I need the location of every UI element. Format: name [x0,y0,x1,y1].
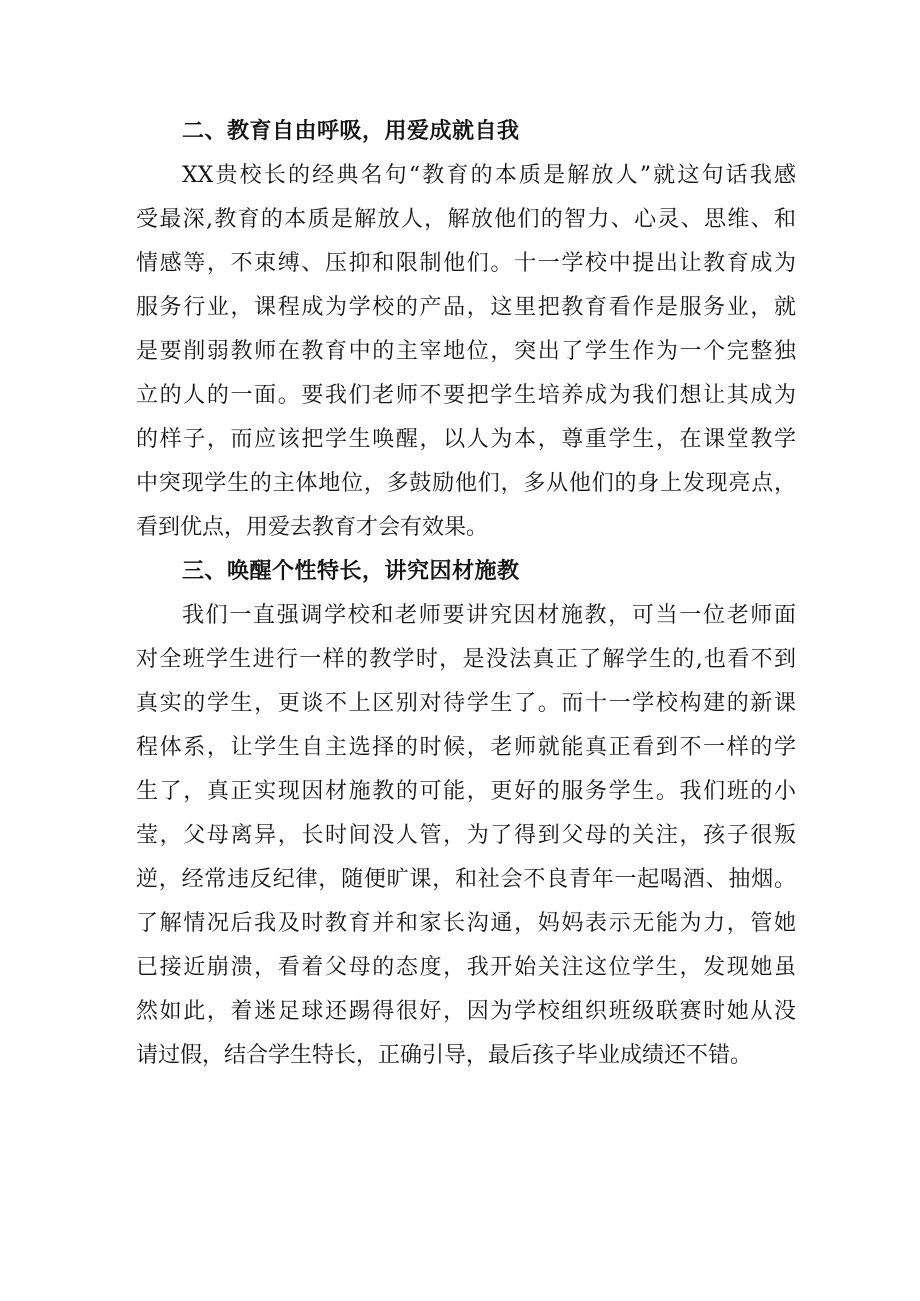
section-heading: 三、唤醒个性特长，讲究因材施教 [182,559,520,584]
text-line: 服务行业，课程成为学校的产品，这里把教育看作是服务业，就 [136,295,796,320]
text-line: 我们一直强调学校和老师要讲究因材施教，可当一位老师面 [182,603,796,628]
text-line: 受最深,教育的本质是解放人，解放他们的智力、心灵、思维、和 [136,207,796,232]
text-line: 了解情况后我及时教育并和家长沟通，妈妈表示无能为力，管她 [136,911,796,936]
text-line: 看到优点，用爱去教育才会有效果。 [136,515,489,540]
text-line: 对全班学生进行一样的教学时，是没法真正了解学生的,也看不到 [136,647,796,672]
text-line: 逆，经常违反纪律，随便旷课，和社会不良青年一起喝酒、抽烟。 [136,867,796,892]
text-line: 已接近崩溃，看着父母的态度，我开始关注这位学生，发现她虽 [136,955,796,980]
paragraph [136,594,796,1078]
section-heading: 二、教育自由呼吸，用爱成就自我 [182,119,520,144]
text-line: 程体系，让学生自主选择的时候，老师就能真正看到不一样的学 [136,735,796,760]
text-line: 立的人的一面。要我们老师不要把学生培养成为我们想让其成为 [136,383,796,408]
text-line: 真实的学生，更谈不上区别对待学生了。而十一学校构建的新课 [136,691,796,716]
text-line: 中突现学生的主体地位，多鼓励他们，多从他们的身上发现亮点， [136,471,796,496]
text-line: 的样子，而应该把学生唤醒，以人为本，尊重学生，在课堂教学 [136,427,796,452]
paragraph [136,154,796,550]
text-line: 请过假，结合学生特长，正确引导，最后孩子毕业成绩还不错。 [136,1043,753,1068]
document-body [136,110,796,1078]
text-line: XX贵校长的经典名句“教育的本质是解放人”就这句话我感 [182,163,796,188]
text-line: 是要削弱教师在教育中的主宰地位，突出了学生作为一个完整独 [136,339,796,364]
text-line: 情感等，不束缚、压抑和限制他们。十一学校中提出让教育成为 [136,251,796,276]
text-line: 莹，父母离异，长时间没人管，为了得到父母的关注，孩子很叛 [136,823,796,848]
text-line: 生了，真正实现因材施教的可能，更好的服务学生。我们班的小 [136,779,796,804]
text-line: 然如此，着迷足球还踢得很好，因为学校组织班级联赛时她从没 [136,999,796,1024]
